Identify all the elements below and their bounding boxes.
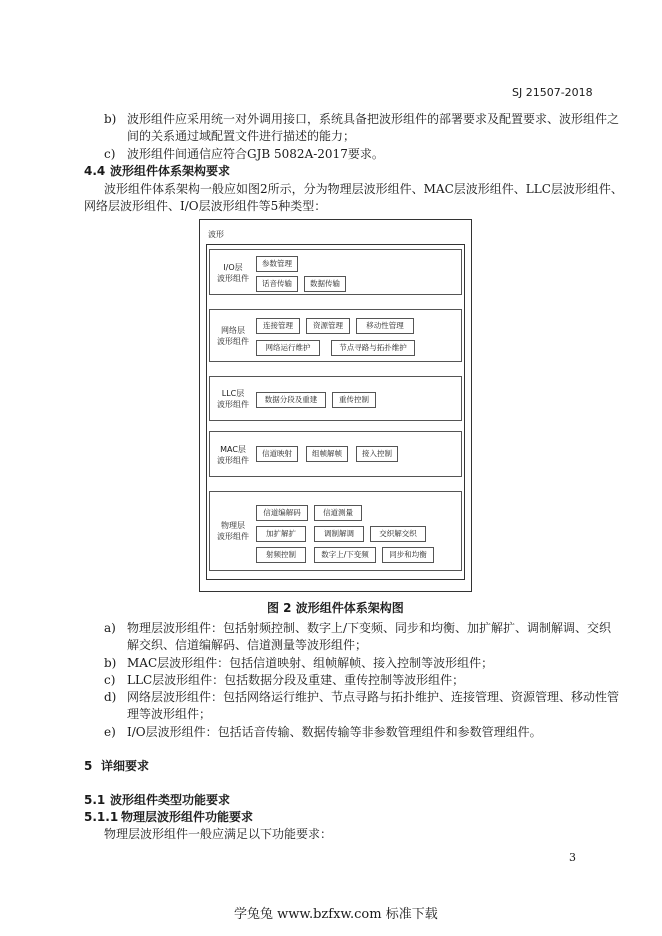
- component-box: 接入控制: [356, 446, 398, 462]
- component-box: 射频控制: [256, 547, 306, 563]
- layer-io: [209, 249, 462, 295]
- list-marker: c): [104, 673, 116, 687]
- list-line: I/O层波形组件：包括话音传输、数据传输等非参数管理组件和参数管理组件。: [127, 725, 542, 739]
- list-marker: b): [104, 656, 117, 670]
- list-marker: c): [104, 147, 116, 161]
- list-marker: e): [104, 725, 116, 739]
- diagram-outer-label: 波形: [208, 230, 224, 239]
- list-line: 波形组件间通信应符合GJB 5082A-2017要求。: [127, 147, 384, 161]
- layer-label: 物理层 波形组件: [217, 521, 249, 541]
- component-box: 组帧解帧: [306, 446, 348, 462]
- layer-physical: [209, 491, 462, 571]
- component-box: 信道映射: [256, 446, 298, 462]
- layer-llc: [209, 376, 462, 421]
- component-box: 重传控制: [332, 392, 376, 408]
- component-box: 加扩解扩: [256, 526, 306, 542]
- list-marker: b): [104, 112, 117, 126]
- list-line: 波形组件应采用统一对外调用接口，系统具备把波形组件的部署要求及配置要求、波形组件之: [127, 112, 620, 126]
- paragraph-line: 波形组件体系架构一般应如图2所示，分为物理层波形组件、MAC层波形组件、LLC层波形组件、: [104, 182, 623, 196]
- section-number: 4.4: [84, 164, 106, 178]
- component-box: 同步和均衡: [382, 547, 434, 563]
- component-box: 网络运行维护: [256, 340, 320, 356]
- list-line: 理等波形组件；: [127, 707, 212, 721]
- layer-label: 网络层 波形组件: [217, 326, 249, 346]
- list-marker: a): [104, 621, 116, 635]
- waveform-box: [206, 244, 465, 580]
- layer-network: [209, 309, 462, 362]
- component-box: 参数管理: [256, 256, 298, 272]
- section-number: 5.1.1: [84, 810, 119, 824]
- component-box: 信道编解码: [256, 505, 308, 521]
- section-title: 波形组件体系架构要求: [110, 164, 231, 178]
- component-box: 资源管理: [306, 318, 350, 334]
- component-box: 数据传输: [304, 276, 346, 292]
- list-line: LLC层波形组件：包括数据分段及重建、重传控制等波形组件；: [127, 673, 465, 687]
- component-box: 数据分段及重建: [256, 392, 326, 408]
- component-box: 数字上/下变频: [314, 547, 376, 563]
- component-box: 节点寻路与拓扑维护: [331, 340, 415, 356]
- paragraph-line: 物理层波形组件一般应满足以下功能要求：: [104, 827, 333, 841]
- list-line: MAC层波形组件：包括信道映射、组帧解帧、接入控制等波形组件；: [127, 656, 494, 670]
- layer-mac: [209, 431, 462, 477]
- list-line: 间的关系通过域配置文件进行描述的能力；: [127, 129, 356, 143]
- section-title: 物理层波形组件功能要求: [121, 810, 254, 824]
- component-box: 调制解调: [314, 526, 364, 542]
- list-line: 物理层波形组件：包括射频控制、数字上/下变频、同步和均衡、加扩解扩、调制解调、交织: [127, 621, 612, 635]
- section-number: 5: [84, 759, 93, 773]
- page-number: 3: [569, 851, 576, 864]
- component-box: 话音传输: [256, 276, 298, 292]
- layer-label: LLC层 波形组件: [217, 389, 249, 409]
- footer-watermark[interactable]: 学兔兔 www.bzfxw.com 标准下载: [234, 907, 438, 922]
- layer-label: I/O层 波形组件: [217, 263, 249, 283]
- component-box: 连接管理: [256, 318, 300, 334]
- component-box: 信道测量: [314, 505, 362, 521]
- section-title: 详细要求: [101, 759, 150, 773]
- paragraph-line: 网络层波形组件、I/O层波形组件等5种类型：: [84, 199, 327, 213]
- figure-caption: 图 2 波形组件体系架构图: [267, 601, 404, 615]
- layer-label: MAC层 波形组件: [217, 445, 249, 465]
- section-title: 波形组件类型功能要求: [110, 793, 231, 807]
- doc-id: SJ 21507-2018: [512, 86, 593, 99]
- figure-frame: [199, 219, 472, 592]
- component-box: 交织解交织: [370, 526, 426, 542]
- list-marker: d): [104, 690, 117, 704]
- list-line: 解交织、信道编解码、信道测量等波形组件；: [127, 638, 368, 652]
- component-box: 移动性管理: [356, 318, 414, 334]
- section-number: 5.1: [84, 793, 106, 807]
- list-line: 网络层波形组件：包括网络运行维护、节点寻路与拓扑维护、连接管理、资源管理、移动性管: [127, 690, 620, 704]
